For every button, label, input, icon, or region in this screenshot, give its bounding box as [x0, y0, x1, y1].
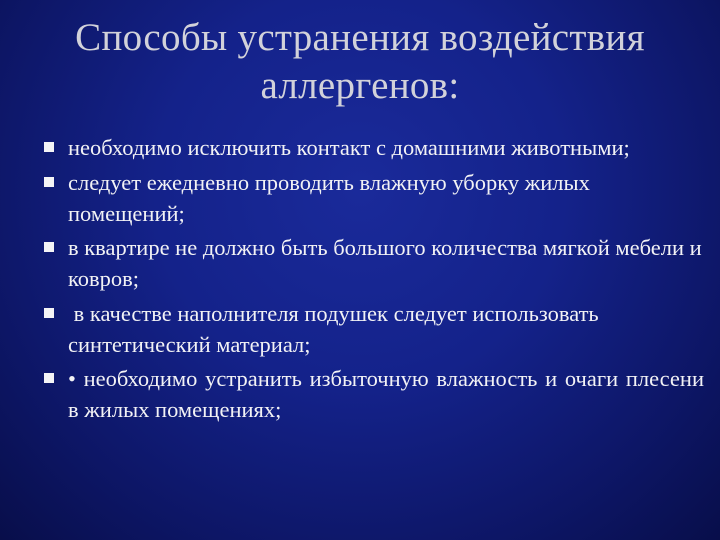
bullet-item [44, 232, 704, 294]
square-bullet-icon [44, 177, 54, 187]
bullet-item [44, 298, 704, 360]
bullet-item [44, 132, 704, 163]
square-bullet-icon [44, 373, 54, 383]
square-bullet-icon [44, 142, 54, 152]
slide-title [20, 14, 700, 110]
bullet-item [44, 363, 704, 425]
bullet-text: • необходимо устранить избыточную влажность и очаги плесени в жилых помещениях; [68, 366, 704, 422]
bullet-text: необходимо исключить контакт с домашними животными; [68, 135, 630, 160]
bullet-item [44, 167, 704, 229]
bullet-text: следует ежедневно проводить влажную уборку жилых помещений; [68, 169, 590, 226]
bullet-text: в качестве наполнителя подушек следует использовать синтетический материал; [68, 300, 605, 357]
bullet-list [44, 132, 704, 429]
slide-title-line-2: аллергенов: [260, 64, 460, 107]
square-bullet-icon [44, 308, 54, 318]
square-bullet-icon [44, 242, 54, 252]
slide-title-line-1: Способы устранения воздействия [75, 16, 645, 59]
bullet-text: в квартире не должно быть большого количества мягкой мебели и ковров; [68, 235, 702, 291]
